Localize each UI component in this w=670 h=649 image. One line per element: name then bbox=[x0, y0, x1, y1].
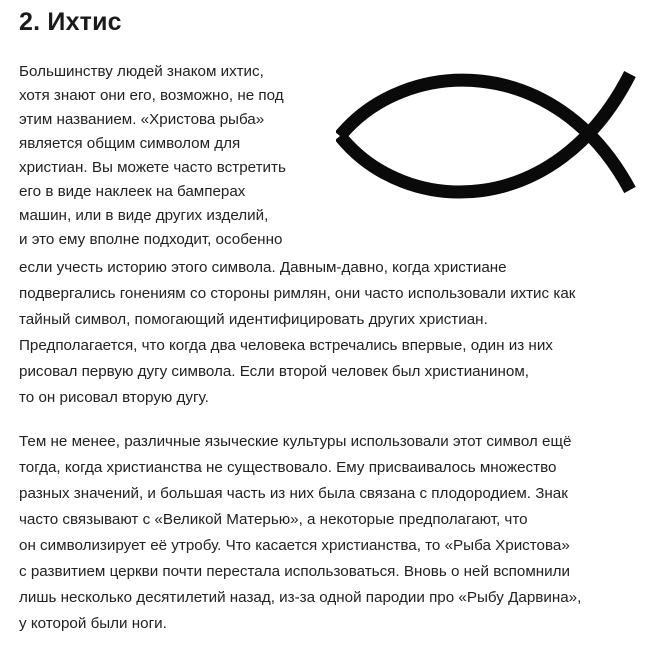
paragraph-1-line: подвергались гонениям со стороны римлян, они часто использовали ихтис как bbox=[19, 285, 576, 302]
paragraph-1-line: его в виде наклеек на бамперах bbox=[19, 183, 246, 200]
paragraph-1-line: этим названием. «Христова рыба» bbox=[19, 111, 265, 128]
paragraph-1-line: и это ему вполне подходит, особенно bbox=[19, 231, 283, 248]
paragraph-1-line: Предполагается, что когда два человека встречались впервые, один из них bbox=[19, 337, 553, 354]
paragraph-2-line: с развитием церкви почти перестала использоваться. Вновь о ней вспомнили bbox=[19, 563, 571, 580]
paragraph-2-line: разных значений, и большая часть из них была связана с плодородием. Знак bbox=[19, 485, 568, 502]
paragraph-1-line: тайный символ, помогающий идентифицировать других христиан. bbox=[19, 311, 488, 328]
paragraph-1-line: если учесть историю этого символа. Давным-давно, когда христиане bbox=[19, 259, 507, 276]
paragraph-1-line: Большинству людей знаком ихтис, bbox=[19, 63, 264, 80]
paragraph-2-line: лишь несколько десятилетий назад, из-за одной пародии про «Рыбу Дарвина», bbox=[19, 589, 582, 606]
paragraph-2-line: Тем не менее, различные языческие культуры использовали этот символ ещё bbox=[19, 433, 572, 450]
paragraph-1-line: то он рисовал вторую дугу. bbox=[19, 389, 209, 406]
article-title: 2. Ихтис bbox=[19, 8, 122, 36]
paragraph-1-line: рисовал первую дугу символа. Если второй человек был христианином, bbox=[19, 363, 529, 380]
paragraph-2-line: он символизирует её утробу. Что касается христианства, то «Рыба Христова» bbox=[19, 537, 570, 554]
paragraph-1-line: является общим символом для bbox=[19, 135, 241, 152]
paragraph-1-line: хотя знают они его, возможно, не под bbox=[19, 87, 284, 104]
ichthys-lower-arc bbox=[340, 74, 630, 192]
paragraph-2-line: часто связывают с «Великой Матерью», а некоторые предполагают, что bbox=[19, 511, 528, 528]
paragraph-2-line: тогда, когда христианства не существовало. Ему присваивалось множество bbox=[19, 459, 557, 476]
paragraph-1-line: христиан. Вы можете часто встретить bbox=[19, 159, 286, 176]
ichthys-fish-icon bbox=[336, 62, 641, 212]
paragraph-1-line: машин, или в виде других изделий, bbox=[19, 207, 269, 224]
paragraph-2-line: у которой были ноги. bbox=[19, 615, 167, 632]
